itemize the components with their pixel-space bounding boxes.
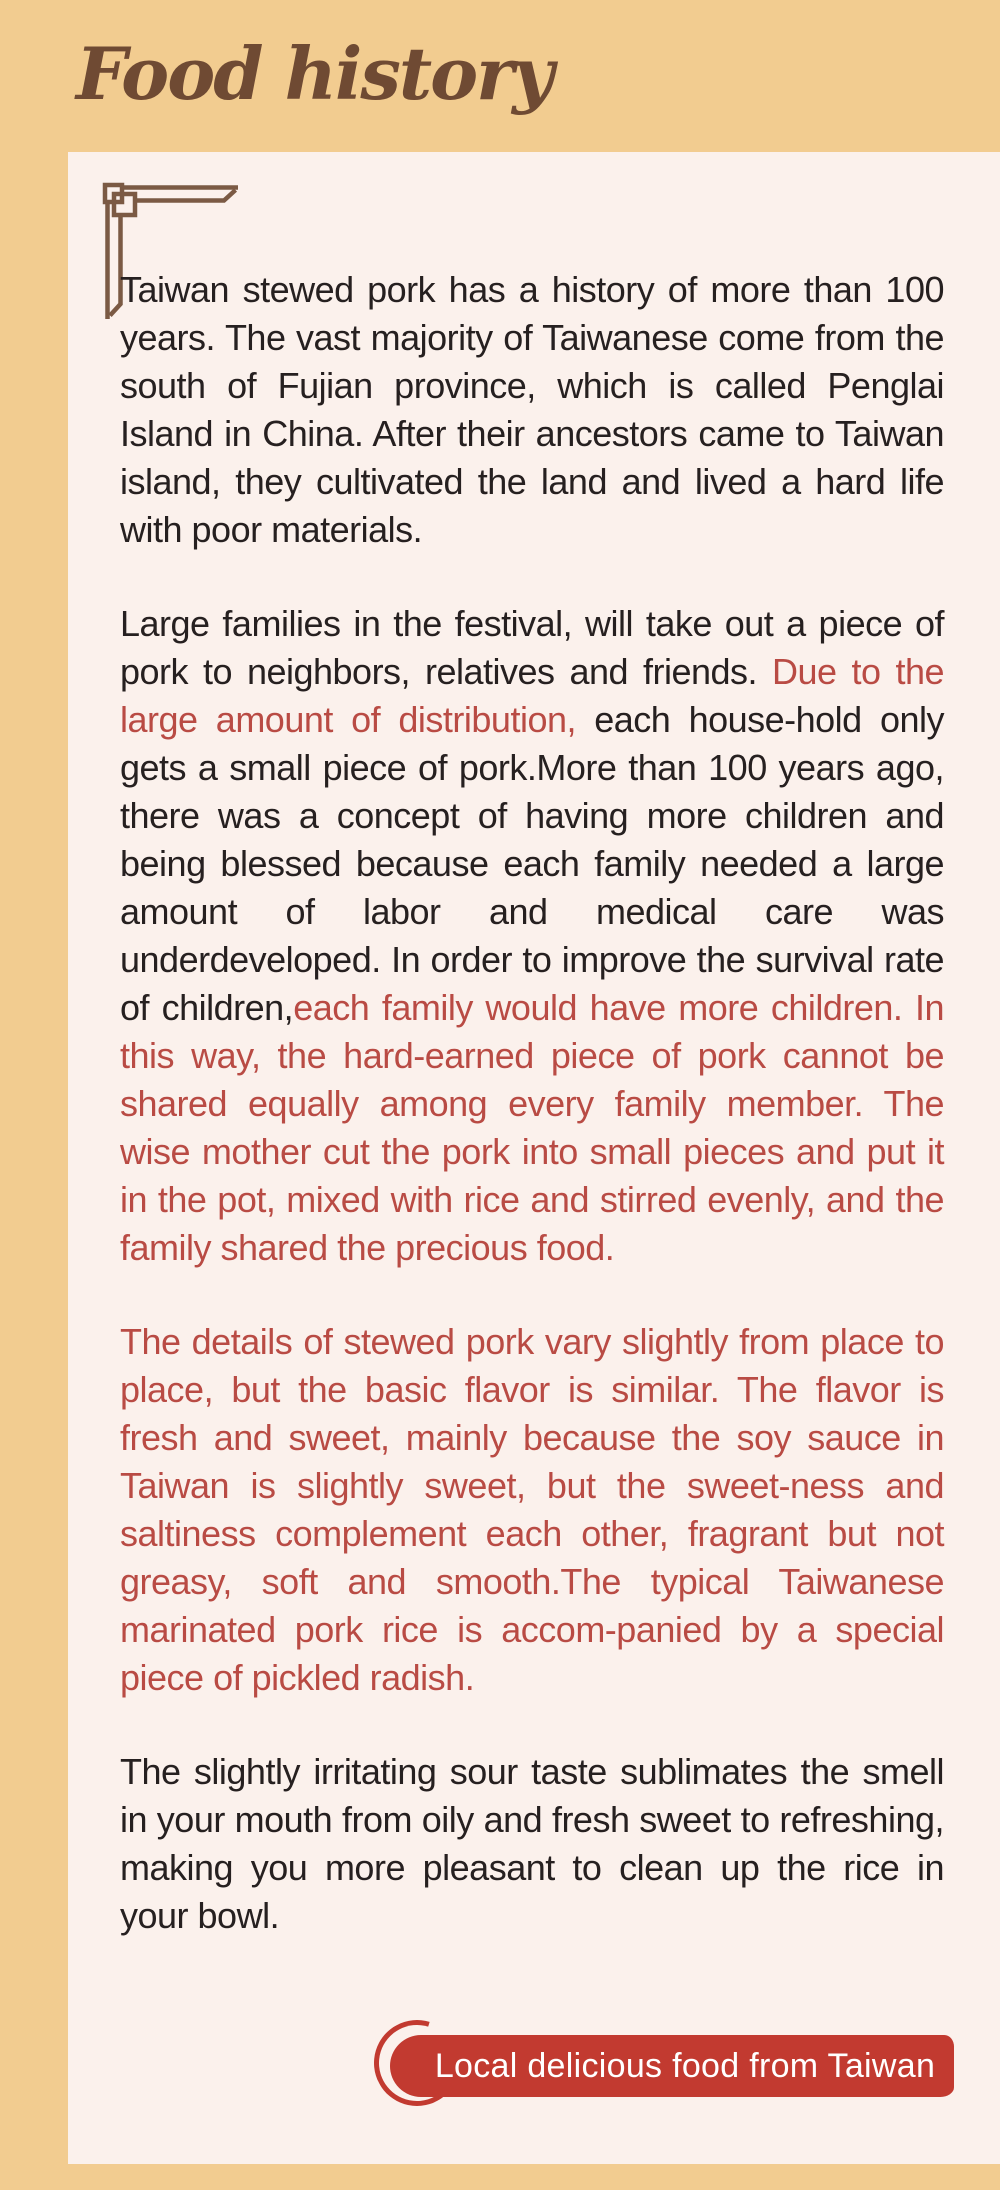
page-title: Food history bbox=[76, 31, 552, 116]
badge-bar bbox=[390, 2035, 954, 2097]
paragraph-sour-taste bbox=[120, 1748, 944, 1940]
paragraph-text: The slightly irritating sour taste sublimates the smell in your mouth from oily and fresh sweet to refreshing, making you more pleasant to clean up the rice in your bowl. bbox=[120, 1751, 944, 1936]
paragraph-text: Taiwan stewed pork has a history of more than 100 years. The vast majority of Taiwanese come from the south of Fujian province, which is called Penglai Island in China. After their ancestors came to Taiwan island, they cultivated the land and lived a hard life with poor materials. bbox=[120, 269, 944, 550]
paragraph-history bbox=[120, 266, 944, 554]
taiwan-badge bbox=[374, 2018, 1000, 2114]
paragraph-families bbox=[120, 600, 944, 1272]
highlighted-text: The details of stewed pork vary slightly from place to place, but the basic flavor is similar. The flavor is fresh and sweet, mainly because the soy sauce in Taiwan is slightly sweet, but the sweet-ness and saltiness complement each other, fragrant but not greasy, soft and smooth.The typical Taiwanese marinated pork rice is accom-panied by a special piece of pickled radish. bbox=[120, 1321, 944, 1698]
badge-label: Local delicious food from Taiwan bbox=[434, 2046, 936, 2085]
highlighted-text: each family would have more children. In this way, the hard-earned piece of pork cannot be shared equally among every family member. The wise mother cut the pork into small pieces and put it in the pot, mixed with rice and stirred evenly, and the family shared the precious food. bbox=[120, 987, 944, 1268]
paragraph-text: each house-hold only gets a small piece of pork.More than 100 years ago, there was a concept of having more children and being blessed because each family needed a large amount of labor and medical care was underdeveloped. In order to improve the survival rate of children, bbox=[120, 699, 944, 1028]
article-body bbox=[120, 266, 944, 1986]
article-card bbox=[68, 152, 1000, 2164]
paragraph-flavor bbox=[120, 1318, 944, 1702]
highlighted-text: Due to the large amount of distribution, bbox=[120, 651, 944, 740]
paragraph-text: Large families in the festival, will take out a piece of pork to neighbors, relatives and friends. bbox=[120, 603, 944, 692]
